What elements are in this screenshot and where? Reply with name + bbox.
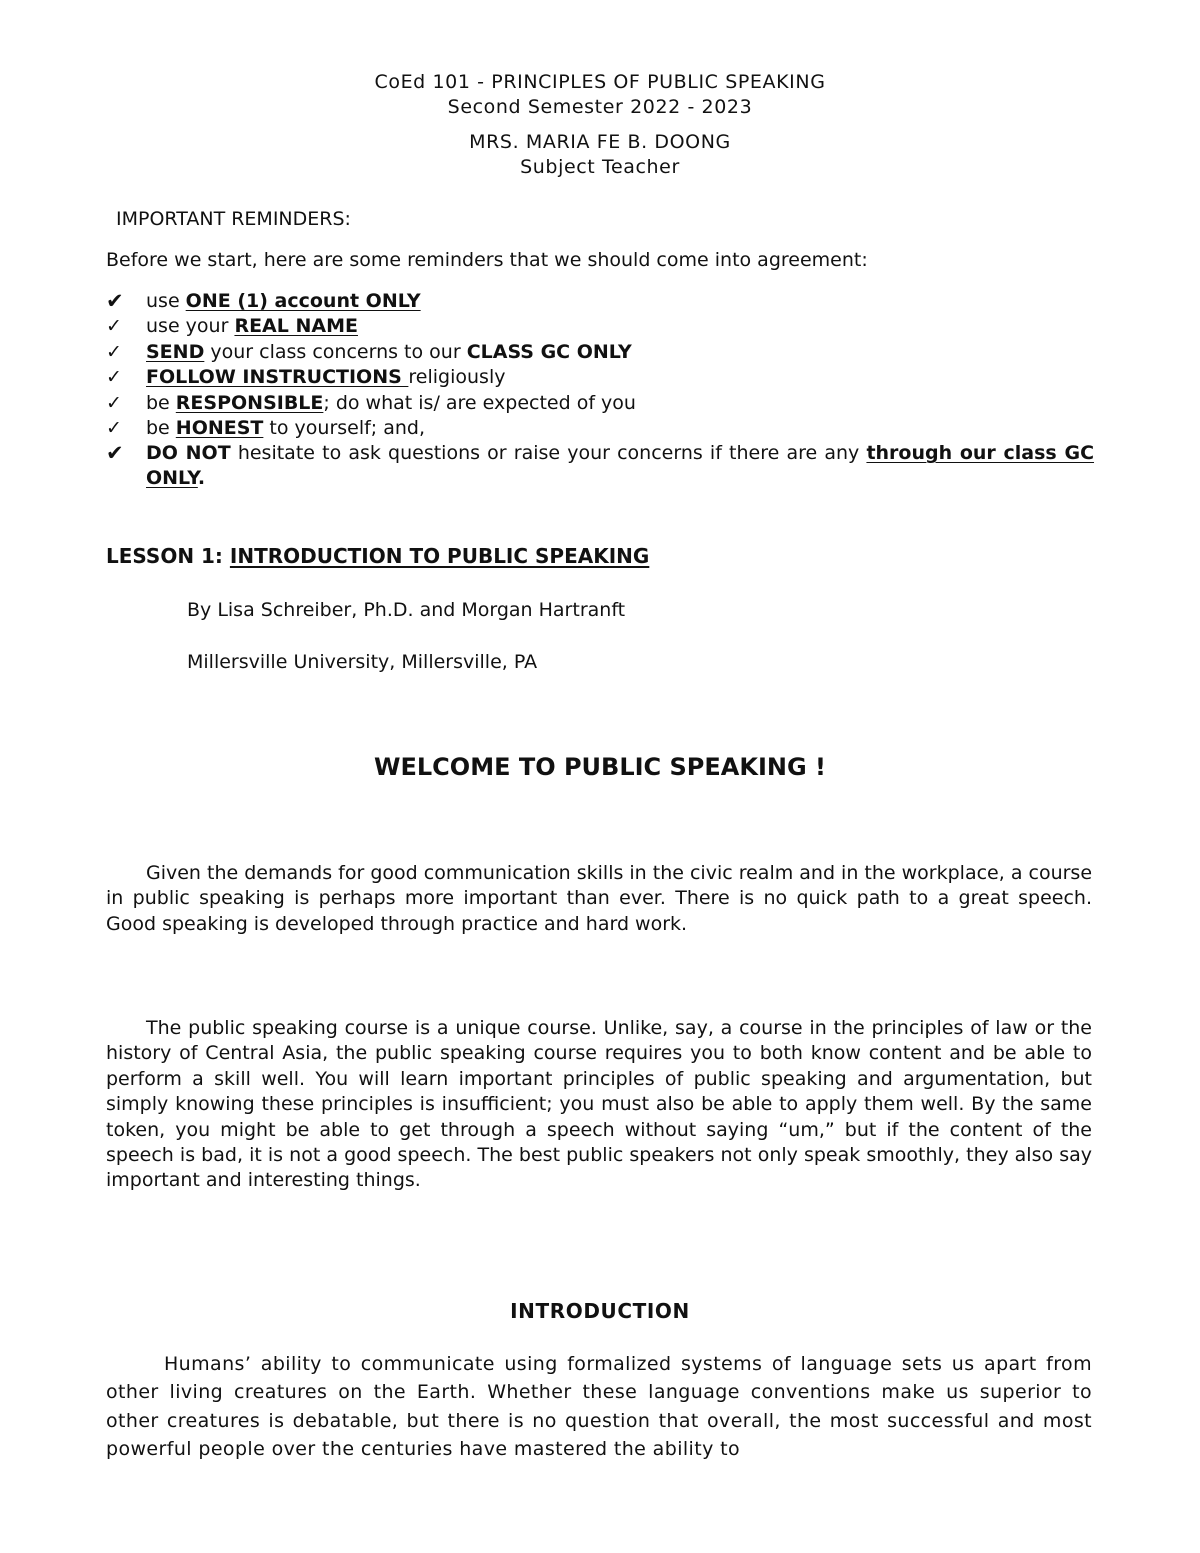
list-item	[106, 365, 1106, 390]
list-item	[106, 289, 1106, 314]
reminders-intro: Before we start, here are some reminders that we should come into agreement:	[106, 249, 868, 271]
list-item-text: use your REAL NAME	[146, 315, 358, 338]
list-item-text: use ONE (1) account ONLY	[146, 290, 421, 312]
lesson-label: LESSON 1:	[106, 544, 230, 568]
reminders-heading: IMPORTANT REMINDERS:	[116, 208, 351, 230]
lesson-name: INTRODUCTION TO PUBLIC SPEAKING	[229, 544, 650, 568]
lesson-byline: By Lisa Schreiber, Ph.D. and Morgan Hartranft	[187, 599, 626, 621]
list-item	[106, 441, 1106, 490]
check-icon: ✓	[106, 391, 122, 414]
paragraph-1: Given the demands for good communication skills in the civic realm and in the workplace, a course in public speaking is perhaps more important than ever. There is no quick path to a great speech. Good speaking is developed through practice and hard work.	[106, 862, 1093, 935]
list-item	[106, 340, 1106, 365]
check-icon: ✔	[106, 441, 124, 466]
list-item-text: be RESPONSIBLE; do what is/ are expected of you	[146, 391, 636, 414]
semester-line: Second Semester 2022 - 2023	[447, 96, 753, 118]
teacher-name: MRS. MARIA FE B. DOONG	[469, 131, 731, 153]
list-item	[106, 416, 1106, 441]
welcome-heading: WELCOME TO PUBLIC SPEAKING !	[374, 753, 826, 781]
course-title: CoEd 101 - PRINCIPLES OF PUBLIC SPEAKING	[374, 71, 826, 93]
check-icon: ✔	[106, 289, 124, 313]
reminders-list	[106, 289, 1106, 490]
paragraph-2: The public speaking course is a unique course. Unlike, say, a course in the principles of law or the history of Central Asia, the public speaking course requires you to both know content and be able to perform a skill well. You will learn important principles of public speaking and argumentation, but simply knowing these principles is insufficient; you must also be able to apply them well. By the same token, you might be able to get through a speech without saying “um,” but if the content of the speech is bad, it is not a good speech. The best public speakers not only speak smoothly, they also say important and interesting things.	[106, 1017, 1092, 1192]
list-item-text: be HONEST to yourself; and,	[146, 416, 426, 439]
check-icon: ✓	[106, 416, 122, 439]
introduction-paragraph: Humans’ ability to communicate using formalized systems of language sets us apart from other living creatures on the Earth. Whether these language conventions make us superior to other creatures is debatable, but there is no question that overall, the most successful and most powerful people over the centuries have mastered the ability to	[106, 1353, 1092, 1461]
check-icon: ✓	[106, 340, 122, 363]
list-item	[106, 314, 1106, 339]
list-item-text: DO NOT hesitate to ask questions or raise your concerns if there are any through our class GC ONLY.	[146, 442, 1095, 490]
lesson-affiliation: Millersville University, Millersville, PA	[187, 651, 538, 673]
lesson-title	[106, 543, 649, 569]
list-item	[106, 391, 1106, 416]
list-item-text: FOLLOW INSTRUCTIONS religiously	[146, 366, 506, 389]
list-item-text: SEND your class concerns to our CLASS GC ONLY	[146, 340, 632, 363]
check-icon: ✓	[106, 366, 122, 389]
teacher-role: Subject Teacher	[520, 156, 680, 178]
check-icon: ✓	[106, 315, 122, 338]
introduction-heading: INTRODUCTION	[510, 1299, 690, 1323]
